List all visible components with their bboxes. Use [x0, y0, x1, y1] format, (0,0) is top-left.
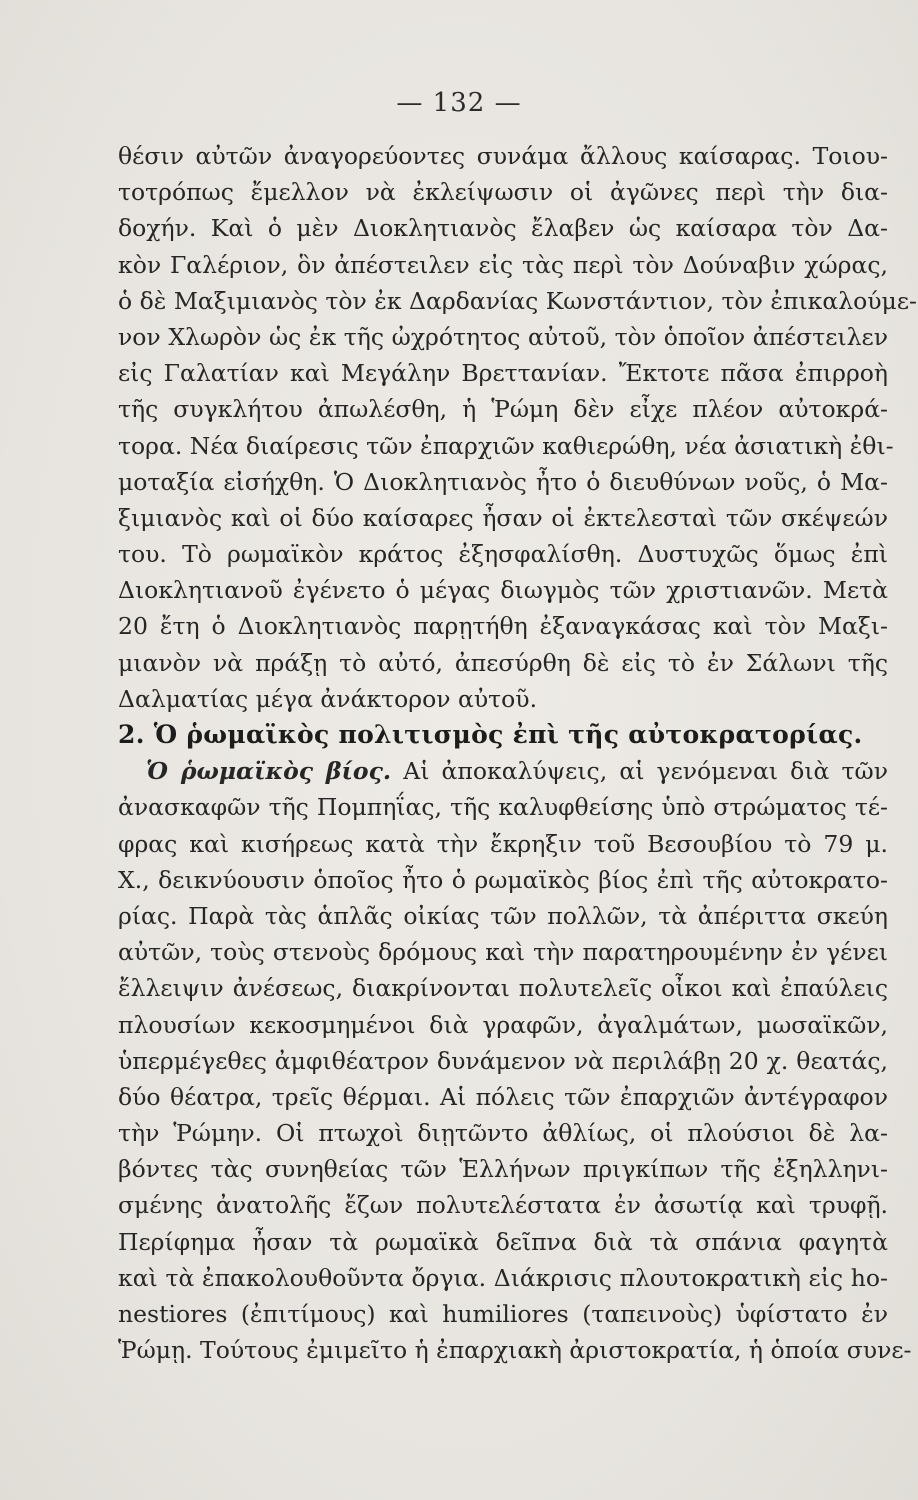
text-line: δοχήν. Καὶ ὁ μὲν Διοκλητιανὸς ἔλαβεν ὡς καίσαρα τὸν Δα-: [118, 214, 888, 243]
text-line: του. Τὸ ρωμαϊκὸν κράτος ἐξησφαλίσθη. Δυστυχῶς ὅμως ἐπὶ: [118, 540, 888, 569]
text-line: Περίφημα ἦσαν τὰ ρωμαϊκὰ δεῖπνα διὰ τὰ σπάνια φαγητὰ: [118, 1227, 888, 1256]
subsection-title: Ὁ ῥωμαϊκὸς βίος.: [146, 757, 392, 786]
text-line: φρας καὶ κισήρεως κατὰ τὴν ἔκρηξιν τοῦ Βεσουβίου τὸ 79 μ.: [118, 829, 888, 858]
text-line: νον Χλωρὸν ὡς ἐκ τῆς ὠχρότητος αὐτοῦ, τὸν ὁποῖον ἀπέστειλεν: [118, 322, 888, 351]
section-heading: 2. Ὁ ῥωμαϊκὸς πολιτισμὸς ἐπὶ τῆς αὐτοκρατορίας.: [118, 720, 863, 749]
text-line: ἀνασκαφῶν τῆς Πομπηΐας, τῆς καλυφθείσης ὑπὸ στρώματος τέ-: [118, 793, 888, 822]
text-line: ὑπερμέγεθες ἀμφιθέατρον δυνάμενον νὰ περιλάβῃ 20 χ. θεατάς,: [118, 1046, 888, 1075]
text-line: [118, 753, 888, 789]
paragraph-start: Αἱ ἀποκαλύψεις, αἱ γενόμεναι διὰ τῶν: [403, 757, 888, 786]
text-line: κὸν Γαλέριον, ὃν ἀπέστειλεν εἰς τὰς περὶ τὸν Δούναβιν χώρας,: [118, 250, 888, 279]
page-number: — 132 —: [396, 88, 522, 118]
text-line: nestiores (ἐπιτίμους) καὶ humiliores (ταπεινοὺς) ὑφίστατο ἐν: [118, 1300, 888, 1328]
text-line: ξιμιανὸς καὶ οἱ δύο καίσαρες ἦσαν οἱ ἐκτελεσταὶ τῶν σκέψεών: [118, 503, 888, 532]
text-body: [118, 138, 917, 1368]
text-line: σμένης ἀνατολῆς ἔζων πολυτελέστατα ἐν ἀσωτίᾳ καὶ τρυφῇ.: [118, 1191, 888, 1220]
text-line: 20 ἔτη ὁ Διοκλητιανὸς παρῃτήθη ἐξαναγκάσας καὶ τὸν Μαξι-: [118, 612, 888, 641]
text-line: Δαλματίας μέγα ἀνάκτορον αὐτοῦ.: [118, 684, 538, 713]
text-line: τῆς συγκλήτου ἀπωλέσθη, ἡ Ῥώμη δὲν εἶχε πλέον αὐτοκρά-: [118, 395, 888, 424]
text-line: πλουσίων κεκοσμημένοι διὰ γραφῶν, ἀγαλμάτων, μωσαϊκῶν,: [118, 1010, 888, 1039]
text-line: μοταξία εἰσήχθη. Ὁ Διοκλητιανὸς ἦτο ὁ διευθύνων νοῦς, ὁ Μα-: [118, 467, 888, 496]
text-line: Διοκλητιανοῦ ἐγένετο ὁ μέγας διωγμὸς τῶν χριστιανῶν. Μετὰ: [118, 576, 888, 605]
text-line: εἰς Γαλατίαν καὶ Μεγάλην Βρεττανίαν. Ἔκτοτε πᾶσα ἐπιρροὴ: [118, 359, 888, 388]
text-line: τορα. Νέα διαίρεσις τῶν ἐπαρχιῶν καθιερώθη, νέα ἀσιατικὴ ἐθι-: [118, 431, 894, 460]
text-line: ἔλλειψιν ἀνέσεως, διακρίνονται πολυτελεῖς οἶκοι καὶ ἐπαύλεις: [118, 974, 888, 1003]
text-line: ρίας. Παρὰ τὰς ἁπλᾶς οἰκίας τῶν πολλῶν, τὰ ἀπέριττα σκεύη: [118, 901, 888, 930]
text-line: Ῥώμῃ. Τούτους ἐμιμεῖτο ἡ ἐπαρχιακὴ ἀριστοκρατία, ἡ ὁποία συνε-: [118, 1336, 912, 1365]
text-line: θέσιν αὐτῶν ἀναγορεύοντες συνάμα ἄλλους καίσαρας. Τοιου-: [118, 142, 888, 170]
text-line: τοτρόπως ἔμελλον νὰ ἐκλείψωσιν οἱ ἀγῶνες περὶ τὴν δια-: [118, 178, 888, 207]
text-line: μιανὸν νὰ πράξῃ τὸ αὐτό, ἀπεσύρθη δὲ εἰς τὸ ἐν Σάλωνι τῆς: [118, 648, 888, 677]
text-line: βόντες τὰς συνηθείας τῶν Ἑλλήνων πριγκίπων τῆς ἐξηλληνι-: [118, 1155, 888, 1184]
text-line: αὐτῶν, τοὺς στενοὺς δρόμους καὶ τὴν παρατηρουμένην ἐν γένει: [118, 938, 888, 967]
text-line: δύο θέατρα, τρεῖς θέρμαι. Αἱ πόλεις τῶν ἐπαρχιῶν ἀντέγραφον: [118, 1082, 888, 1111]
text-line: καὶ τὰ ἐπακολουθοῦντα ὄργια. Διάκρισις πλουτοκρατικὴ εἰς ho-: [118, 1263, 888, 1292]
text-line: ὁ δὲ Μαξιμιανὸς τὸν ἐκ Δαρδανίας Κωνστάντιον, τὸν ἐπικαλούμε-: [118, 286, 917, 315]
text-line: Χ., δεικνύουσιν ὁποῖος ἦτο ὁ ρωμαϊκὸς βίος ἐπὶ τῆς αὐτοκρατο-: [118, 865, 888, 894]
text-line: τὴν Ῥώμην. Οἱ πτωχοὶ διῃτῶντο ἀθλίως, οἱ πλούσιοι δὲ λα-: [118, 1119, 888, 1148]
